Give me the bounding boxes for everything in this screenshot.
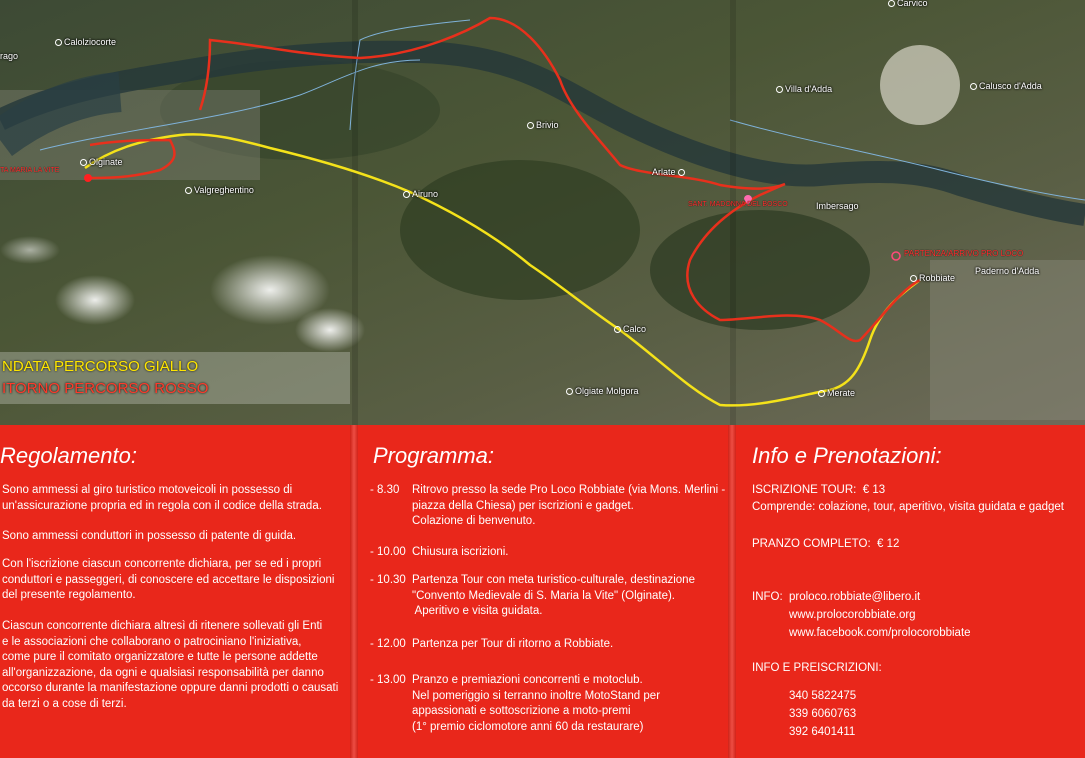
place-brivio: Brivio <box>527 120 559 130</box>
legend-ritorno: ITORNO PERCORSO ROSSO <box>2 380 209 397</box>
info-label: INFO: <box>752 591 783 603</box>
place-olgiate-molgora: Olgiate Molgora <box>566 386 639 396</box>
place-carvico: Carvico <box>888 0 928 8</box>
programma-text-4: Partenza per Tour di ritorno a Robbiate. <box>412 638 614 650</box>
programma-text-5: Pranzo e premiazioni concorrenti e motoclub. Nel pomeriggio si terranno inoltre MotoStand per appassionati e sottoscrizione a moto-premi (1° premio ciclomotore anni 60 da restaurare) <box>412 674 661 733</box>
santa-maria-marker <box>84 174 92 182</box>
regolamento-paragraph-3: Con l'iscrizione ciascun concorrente dichiara, per se ed i propri conduttori e passeggeri, di conoscere ed accettare le disposizioni del presente regolamento. <box>2 558 335 601</box>
cloud <box>0 236 60 264</box>
info-preiscrizioni-label: INFO E PREISCRIZIONI: <box>752 662 882 674</box>
programma-title: Programma: <box>373 443 495 468</box>
fold-line <box>352 0 358 425</box>
info-phone-3[interactable]: 392 6401411 <box>789 726 856 738</box>
info-phone-2[interactable]: 339 6060763 <box>789 708 857 720</box>
place-calco: Calco <box>614 324 646 334</box>
info-web[interactable]: www.prolocorobbiate.org <box>789 609 916 621</box>
programma-time-1: - 8.30 <box>370 484 400 496</box>
cloud <box>55 275 135 325</box>
info-iscrizione: ISCRIZIONE TOUR: € 13 <box>752 484 886 496</box>
place-paderno: Paderno d'Adda <box>975 266 1040 276</box>
label-santa-maria: TA MARIA LA VITE <box>0 167 60 174</box>
route-legend <box>0 352 350 404</box>
place-olginate: Olginate <box>80 157 123 167</box>
programma-text-2: Chiusura iscrizioni. <box>412 546 509 558</box>
place-airuno: Airuno <box>403 189 438 199</box>
programma-time-3: - 10.30 <box>370 574 406 586</box>
label-santuario: SANT. MADONNA DEL BOSCO <box>688 201 788 208</box>
info-facebook[interactable]: www.facebook.com/prolocorobbiate <box>789 627 971 639</box>
programma-time-4: - 12.00 <box>370 638 406 650</box>
info-title: Info e Prenotazioni: <box>752 443 942 468</box>
label-partenza: PARTENZA/ARRIVO PRO LOCO <box>904 249 1024 258</box>
info-pranzo: PRANZO COMPLETO: € 12 <box>752 538 900 550</box>
programma-text-1: Ritrovo presso la sede Pro Loco Robbiate (via Mons. Merlini - piazza della Chiesa) per iscrizioni e gadget. Colazione di benvenuto. <box>412 484 726 527</box>
forest-patch <box>650 210 870 330</box>
place-robbiate: Robbiate <box>910 273 955 283</box>
urban-area <box>930 260 1085 420</box>
regolamento-paragraph-4: Ciascun concorrente dichiara altresì di ritenere sollevati gli Enti e le associazioni che collaborano o patrociniano l'iniziativa, come pure il comitato organizzatore e tutte le persone addette all'organizzazione, da ogni e qualsiasi responsabilità per danno occorso durante la manifestazione oppure danni prodotti o causati da terzi o a cose di terzi. <box>2 620 339 710</box>
place-calolziocorte: Calolziocorte <box>55 37 116 47</box>
place-calusco: Calusco d'Adda <box>970 81 1042 91</box>
info-email[interactable]: proloco.robbiate@libero.it <box>789 591 921 603</box>
programma-time-2: - 10.00 <box>370 546 406 558</box>
info-phone-1[interactable]: 340 5822475 <box>789 690 857 702</box>
legend-andata: NDATA PERCORSO GIALLO <box>2 358 199 375</box>
place-valgreghentino: Valgreghentino <box>185 185 254 195</box>
place-merate: Merate <box>818 388 855 398</box>
programma-text-3: Partenza Tour con meta turistico-culturale, destinazione "Convento Medievale di S. Maria la Vite" (Olginate). Aperitivo e visita guidata. <box>412 574 695 617</box>
fold-line <box>350 425 358 758</box>
regolamento-paragraph-1: Sono ammessi al giro turistico motoveicoli in possesso di un'assicurazione propria ed in regola con il codice della strada. <box>2 484 322 512</box>
place-villa-dadda: Villa d'Adda <box>776 84 832 94</box>
info-comprende: Comprende: colazione, tour, aperitivo, visita guidata e gadget <box>752 501 1064 513</box>
programma-time-5: - 13.00 <box>370 674 406 686</box>
place-imbersago: Imbersago <box>816 201 859 211</box>
regolamento-title: Regolamento: <box>0 443 137 468</box>
forest-patch <box>400 160 640 300</box>
place-arlate: Arlate <box>652 167 687 177</box>
place-rago: rago <box>0 51 19 61</box>
fold-line <box>728 425 736 758</box>
quarry <box>880 45 960 125</box>
regolamento-paragraph-2: Sono ammessi conduttori in possesso di patente di guida. <box>2 530 297 542</box>
